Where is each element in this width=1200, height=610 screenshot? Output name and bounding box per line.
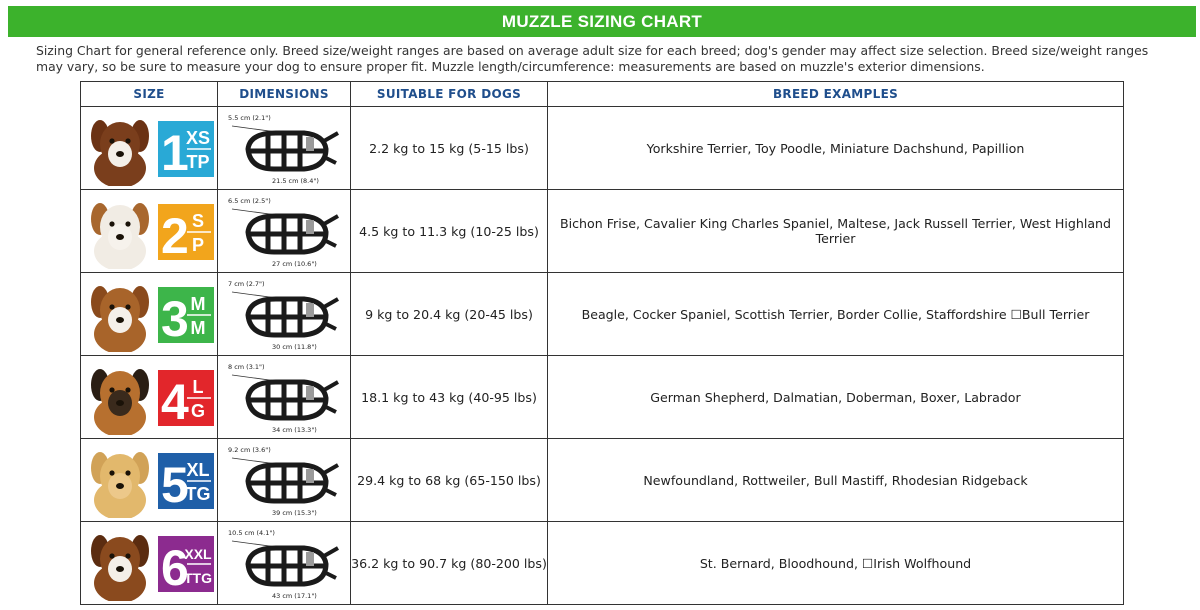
size-cell xyxy=(81,107,218,190)
breeds-cell: Bichon Frise, Cavalier King Charles Spaniel, Maltese, Jack Russell Terrier, West Highland Terrier xyxy=(548,190,1124,273)
muzzle-circumference-label: 43 cm (17.1") xyxy=(272,592,317,600)
dimensions-cell xyxy=(218,439,351,522)
size-badge xyxy=(158,536,214,592)
dog-photo xyxy=(86,110,154,186)
dimensions-cell xyxy=(218,356,351,439)
size-number: 2 xyxy=(161,208,189,260)
breeds-cell: St. Bernard, Bloodhound, ☐Irish Wolfhound xyxy=(548,522,1124,605)
size-label-fr: P xyxy=(191,235,205,255)
muzzle-circumference-label: 21.5 cm (8.4") xyxy=(272,177,319,185)
size-cell xyxy=(81,273,218,356)
muzzle-length-label: 9.2 cm (3.6") xyxy=(228,446,271,454)
suitable-cell: 36.2 kg to 90.7 kg (80-200 lbs) xyxy=(351,522,548,605)
size-badge xyxy=(158,453,214,509)
muzzle-length-label: 10.5 cm (4.1") xyxy=(228,529,275,537)
table-row xyxy=(81,107,1124,190)
table-header-row xyxy=(81,82,1124,107)
size-label-en: S xyxy=(191,211,205,231)
muzzle-image xyxy=(226,277,344,353)
size-badge xyxy=(158,204,214,260)
suitable-cell: 4.5 kg to 11.3 kg (10-25 lbs) xyxy=(351,190,548,273)
breeds-cell: Beagle, Cocker Spaniel, Scottish Terrier, Border Collie, Staffordshire ☐Bull Terrier xyxy=(548,273,1124,356)
chart-title-banner xyxy=(8,6,1196,37)
suitable-cell: 29.4 kg to 68 kg (65-150 lbs) xyxy=(351,439,548,522)
table-row xyxy=(81,522,1124,605)
header-suitable: SUITABLE FOR DOGS xyxy=(351,82,548,107)
muzzle-length-label: 8 cm (3.1") xyxy=(228,363,265,371)
breeds-cell: Newfoundland, Rottweiler, Bull Mastiff, Rhodesian Ridgeback xyxy=(548,439,1124,522)
muzzle-image xyxy=(226,526,344,602)
intro-text: Sizing Chart for general reference only. Breed size/weight ranges are based on average adult size for each breed; dog's gender may affect size selection. Breed size/weight ranges may vary, so be sure to measure your dog to ensure proper fit. Muzzle length/circumference: measurements are based on muzzle's exterior dimensions. xyxy=(36,43,1149,74)
muzzle-image xyxy=(226,111,344,187)
dog-photo xyxy=(86,359,154,435)
table-row xyxy=(81,273,1124,356)
muzzle-circumference-label: 27 cm (10.6") xyxy=(272,260,317,268)
size-label-fr: TG xyxy=(185,484,211,504)
muzzle-image xyxy=(226,360,344,436)
header-dimensions: DIMENSIONS xyxy=(218,82,351,107)
size-badge xyxy=(158,121,214,177)
size-cell xyxy=(81,356,218,439)
size-number: 5 xyxy=(161,457,189,509)
table-row xyxy=(81,356,1124,439)
table-row xyxy=(81,439,1124,522)
size-label-fr: M xyxy=(190,318,206,338)
size-number: 3 xyxy=(161,291,189,343)
dimensions-cell xyxy=(218,522,351,605)
size-label-en: XL xyxy=(186,460,210,480)
muzzle-circumference-label: 39 cm (15.3") xyxy=(272,509,317,517)
size-badge xyxy=(158,370,214,426)
sizing-table xyxy=(80,81,1124,605)
size-number: 4 xyxy=(161,374,189,426)
chart-title: MUZZLE SIZING CHART xyxy=(501,11,703,31)
muzzle-image xyxy=(226,194,344,270)
size-label-en: M xyxy=(190,294,206,314)
size-badge xyxy=(158,287,214,343)
dimensions-cell xyxy=(218,273,351,356)
suitable-cell: 18.1 kg to 43 kg (40-95 lbs) xyxy=(351,356,548,439)
size-label-fr: TTG xyxy=(184,570,212,586)
muzzle-length-label: 7 cm (2.7") xyxy=(228,280,265,288)
muzzle-circumference-label: 30 cm (11.8") xyxy=(272,343,317,351)
dimensions-cell xyxy=(218,107,351,190)
dog-photo xyxy=(86,193,154,269)
size-number: 6 xyxy=(161,540,189,592)
size-cell xyxy=(81,190,218,273)
muzzle-length-label: 5.5 cm (2.1") xyxy=(228,114,271,122)
suitable-cell: 2.2 kg to 15 kg (5-15 lbs) xyxy=(351,107,548,190)
size-number: 1 xyxy=(161,125,189,177)
table-row xyxy=(81,190,1124,273)
size-label-fr: G xyxy=(190,401,206,421)
dimensions-cell xyxy=(218,190,351,273)
breeds-cell: German Shepherd, Dalmatian, Doberman, Boxer, Labrador xyxy=(548,356,1124,439)
size-label-en: XXL xyxy=(184,546,212,562)
suitable-cell: 9 kg to 20.4 kg (20-45 lbs) xyxy=(351,273,548,356)
size-cell xyxy=(81,439,218,522)
size-label-fr: TP xyxy=(186,152,210,172)
header-size: SIZE xyxy=(81,82,218,107)
dog-photo xyxy=(86,442,154,518)
size-label-en: XS xyxy=(185,128,211,148)
breeds-cell: Yorkshire Terrier, Toy Poodle, Miniature Dachshund, Papillion xyxy=(548,107,1124,190)
muzzle-circumference-label: 34 cm (13.3") xyxy=(272,426,317,434)
dog-photo xyxy=(86,276,154,352)
header-breeds: BREED EXAMPLES xyxy=(548,82,1124,107)
size-cell xyxy=(81,522,218,605)
size-label-en: L xyxy=(192,377,204,397)
muzzle-length-label: 6.5 cm (2.5") xyxy=(228,197,271,205)
muzzle-image xyxy=(226,443,344,519)
dog-photo xyxy=(86,525,154,601)
